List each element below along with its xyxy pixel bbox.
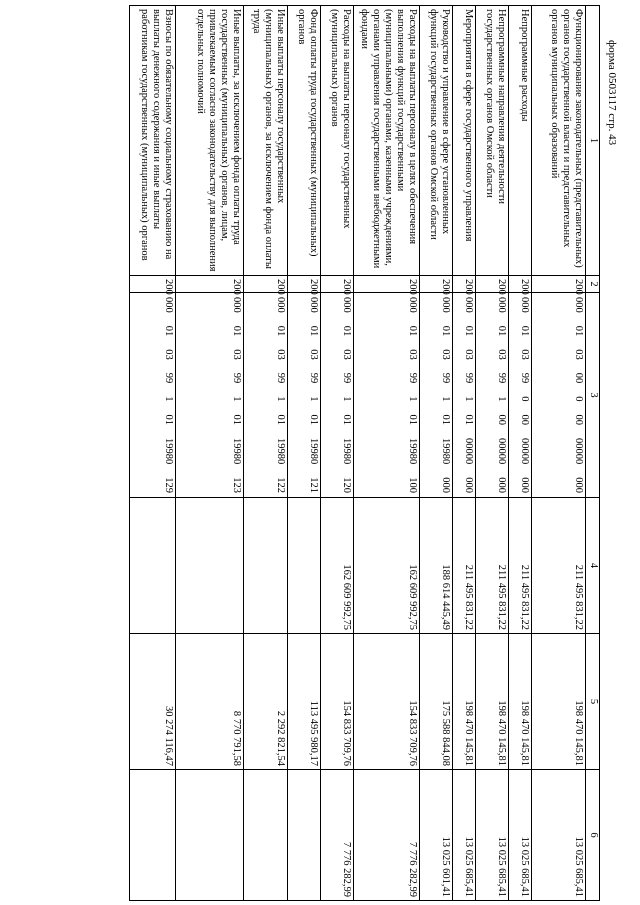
budget-code-part: 01 (308, 325, 319, 337)
budget-code-part: 120 (341, 477, 352, 493)
budget-code-part: 00000 (463, 438, 474, 465)
row-unexecuted (130, 770, 176, 901)
row-executed: 198 470 145,81 (532, 634, 586, 770)
budget-code-part: 03 (463, 349, 474, 360)
budget-code-part: 19980 (440, 438, 451, 465)
budget-code-part: 00 (496, 414, 507, 425)
row-approved (244, 498, 288, 634)
row-budget-code (354, 293, 420, 498)
table-row (244, 6, 288, 901)
table-row (288, 6, 321, 901)
row-approved: 211 495 831,22 (476, 498, 509, 634)
row-budget-code (509, 293, 532, 498)
budget-code-part: 99 (341, 372, 352, 384)
budget-code-part: 03 (496, 349, 507, 360)
budget-code-part: 129 (163, 477, 174, 493)
row-budget-code (532, 293, 586, 498)
budget-code-part: 1 (231, 396, 242, 402)
budget-code-parts (438, 293, 452, 497)
budget-code-part: 000 (308, 297, 319, 313)
row-unexecuted (176, 770, 244, 901)
row-line-code: 200 (453, 276, 476, 293)
form-label: форма 0503117 стр. 43 (606, 40, 618, 146)
budget-code-part: 03 (440, 349, 451, 360)
budget-code-part: 01 (407, 325, 418, 337)
header-col-2: 2 (586, 276, 600, 293)
budget-code-part: 03 (231, 349, 242, 360)
budget-code-part: 121 (308, 477, 319, 493)
budget-code-part: 99 (407, 372, 418, 384)
budget-code-part: 01 (573, 325, 584, 337)
row-approved: 211 495 831,22 (509, 498, 532, 634)
budget-code-parts (339, 293, 353, 497)
budget-code-parts (517, 293, 531, 497)
budget-code-part: 000 (496, 477, 507, 493)
budget-code-part: 03 (573, 349, 584, 360)
row-budget-code (130, 293, 176, 498)
budget-code-parts (461, 293, 475, 497)
budget-code-part: 01 (275, 325, 286, 337)
budget-code-part: 000 (275, 297, 286, 313)
header-col-6: 6 (586, 770, 600, 901)
report-sheet (80, 5, 600, 900)
budget-code-part: 19980 (308, 438, 319, 465)
row-line-code: 200 (130, 276, 176, 293)
budget-code-part: 01 (231, 325, 242, 337)
table-body (130, 6, 586, 901)
row-name: Иные выплаты, за исключением фонда оплаты труда государственных (муниципальных) органов, лицам, привлекаемым согласно законодательству для выполнения отдельных полномочий (176, 6, 244, 276)
row-line-code: 200 (244, 276, 288, 293)
budget-code-part: 99 (275, 372, 286, 384)
row-approved: 211 495 831,22 (453, 498, 476, 634)
row-approved (130, 498, 176, 634)
budget-code-parts (161, 293, 175, 497)
row-unexecuted: 13 025 685,41 (476, 770, 509, 901)
row-name: Иные выплаты персоналу государственных (муниципальных) органов, за исключением фонда оплаты труда (244, 6, 288, 276)
row-line-code: 200 (509, 276, 532, 293)
row-executed: 198 470 145,81 (509, 634, 532, 770)
budget-code-part: 03 (308, 349, 319, 360)
budget-code-part: 00 (519, 414, 530, 425)
row-line-code: 200 (476, 276, 509, 293)
row-name: Руководство и управление в сфере установленных функций государственных органов Омской области (420, 6, 453, 276)
row-budget-code (321, 293, 354, 498)
budget-code-part: 01 (341, 325, 352, 337)
budget-code-part: 01 (440, 414, 451, 425)
budget-code-part: 03 (519, 349, 530, 360)
row-unexecuted: 13 025 685,41 (532, 770, 586, 901)
row-approved: 162 609 992,75 (354, 498, 420, 634)
table-row (176, 6, 244, 901)
budget-code-part: 99 (496, 372, 507, 384)
header-col-4: 4 (586, 498, 600, 634)
budget-code-part: 1 (341, 396, 352, 402)
budget-code-part: 122 (275, 477, 286, 493)
row-executed: 30 274 116,47 (130, 634, 176, 770)
budget-code-part: 01 (519, 325, 530, 337)
row-unexecuted: 7 776 282,99 (354, 770, 420, 901)
row-unexecuted: 13 025 601,41 (420, 770, 453, 901)
budget-code-part: 000 (463, 297, 474, 313)
row-approved: 211 495 831,22 (532, 498, 586, 634)
budget-code-part: 123 (231, 477, 242, 493)
row-budget-code (288, 293, 321, 498)
header-col-3: 3 (586, 293, 600, 498)
budget-code-part: 03 (163, 349, 174, 360)
row-line-code: 200 (420, 276, 453, 293)
table-row (354, 6, 420, 901)
budget-code-part: 1 (440, 396, 451, 402)
row-line-code: 200 (354, 276, 420, 293)
row-executed: 113 495 980,17 (288, 634, 321, 770)
row-approved: 188 614 445,49 (420, 498, 453, 634)
budget-code-part: 19980 (231, 438, 242, 465)
budget-code-parts (405, 293, 419, 497)
table-row (420, 6, 453, 901)
budget-code-parts (273, 293, 287, 497)
row-budget-code (244, 293, 288, 498)
row-line-code: 200 (288, 276, 321, 293)
budget-code-parts (494, 293, 508, 497)
budget-code-part: 000 (573, 297, 584, 313)
budget-code-part: 000 (463, 477, 474, 493)
row-name: Взносы по обязательному социальному страхованию на выплаты денежного содержания и иные выплаты работникам государственных (муниципальных) органов (130, 6, 176, 276)
row-name: Расходы на выплаты персоналу государственных (муниципальных) органов (321, 6, 354, 276)
budget-code-part: 000 (496, 297, 507, 313)
row-approved (176, 498, 244, 634)
budget-code-part: 01 (463, 325, 474, 337)
row-unexecuted: 7 776 282,99 (321, 770, 354, 901)
table-row (532, 6, 586, 901)
budget-code-part: 01 (463, 414, 474, 425)
row-executed: 175 588 844,08 (420, 634, 453, 770)
row-line-code: 200 (321, 276, 354, 293)
budget-code-parts (571, 293, 585, 497)
row-budget-code (453, 293, 476, 498)
budget-code-part: 00 (573, 414, 584, 425)
budget-code-part: 00000 (496, 438, 507, 465)
budget-code-parts (306, 293, 320, 497)
table-row (321, 6, 354, 901)
budget-code-part: 01 (496, 325, 507, 337)
budget-code-part: 000 (573, 477, 584, 493)
row-executed: 198 470 145,81 (476, 634, 509, 770)
row-unexecuted (244, 770, 288, 901)
row-name: Мероприятия в сфере государственного управления (453, 6, 476, 276)
budget-code-part: 000 (519, 477, 530, 493)
budget-code-part: 000 (407, 297, 418, 313)
budget-code-part: 1 (308, 396, 319, 402)
row-executed: 154 833 709,76 (321, 634, 354, 770)
budget-code-part: 01 (407, 414, 418, 425)
budget-code-part: 000 (163, 297, 174, 313)
row-name: Непрограммные расходы (509, 6, 532, 276)
budget-code-parts (229, 293, 243, 497)
budget-code-part: 01 (440, 325, 451, 337)
row-budget-code (176, 293, 244, 498)
budget-code-part: 00000 (519, 438, 530, 465)
budget-code-part: 01 (163, 325, 174, 337)
budget-code-part: 00000 (573, 438, 584, 465)
row-executed: 8 770 791,58 (176, 634, 244, 770)
header-col-5: 5 (586, 634, 600, 770)
budget-code-part: 99 (231, 372, 242, 384)
budget-code-part: 99 (519, 372, 530, 384)
budget-code-part: 01 (231, 414, 242, 425)
budget-code-part: 03 (341, 349, 352, 360)
budget-code-part: 99 (308, 372, 319, 384)
table-row (509, 6, 532, 901)
budget-code-part: 01 (163, 414, 174, 425)
row-executed: 2 292 821,54 (244, 634, 288, 770)
budget-code-part: 000 (231, 297, 242, 313)
row-executed: 198 470 145,81 (453, 634, 476, 770)
budget-code-part: 03 (275, 349, 286, 360)
row-unexecuted (288, 770, 321, 901)
budget-code-part: 000 (440, 477, 451, 493)
budget-code-part: 19980 (163, 438, 174, 465)
budget-code-part: 100 (407, 477, 418, 493)
row-name: Расходы на выплаты персоналу в целях обеспечения выполнения функций государственными (муниципальными) органами, казенными учреждениями, органами управления государственными внебюджетными фондами (354, 6, 420, 276)
budget-code-part: 0 (573, 396, 584, 402)
budget-table (129, 5, 600, 901)
header-col-1: 1 (586, 6, 600, 276)
budget-code-part: 1 (496, 396, 507, 402)
table-header-row (586, 6, 600, 901)
budget-code-part: 19980 (275, 438, 286, 465)
row-approved: 162 609 992,75 (321, 498, 354, 634)
budget-code-part: 01 (275, 414, 286, 425)
table-row (130, 6, 176, 901)
row-unexecuted: 13 025 685,41 (509, 770, 532, 901)
budget-code-part: 03 (407, 349, 418, 360)
row-unexecuted: 13 025 685,41 (453, 770, 476, 901)
budget-code-part: 1 (463, 396, 474, 402)
budget-code-part: 1 (275, 396, 286, 402)
budget-code-part: 01 (341, 414, 352, 425)
budget-code-part: 0 (519, 396, 530, 402)
row-approved (288, 498, 321, 634)
row-budget-code (476, 293, 509, 498)
budget-code-part: 19980 (341, 438, 352, 465)
row-budget-code (420, 293, 453, 498)
row-executed: 154 833 709,76 (354, 634, 420, 770)
row-name: Фонд оплаты труда государственных (муниципальных) органов (288, 6, 321, 276)
table-row (476, 6, 509, 901)
budget-code-part: 99 (163, 372, 174, 384)
budget-code-part: 000 (341, 297, 352, 313)
budget-code-part: 19980 (407, 438, 418, 465)
table-row (453, 6, 476, 901)
row-line-code: 200 (176, 276, 244, 293)
budget-code-part: 99 (440, 372, 451, 384)
row-line-code: 200 (532, 276, 586, 293)
budget-code-part: 1 (407, 396, 418, 402)
budget-code-part: 000 (440, 297, 451, 313)
row-name: Непрограммные направления деятельности государственных органов Омской области (476, 6, 509, 276)
row-name: Функционирование законодательных (представительных) органов государственной власти и представительных органов муниципальных образований (532, 6, 586, 276)
budget-code-part: 01 (308, 414, 319, 425)
budget-code-part: 1 (163, 396, 174, 402)
budget-code-part: 99 (463, 372, 474, 384)
budget-code-part: 00 (573, 372, 584, 384)
budget-code-part: 000 (519, 297, 530, 313)
